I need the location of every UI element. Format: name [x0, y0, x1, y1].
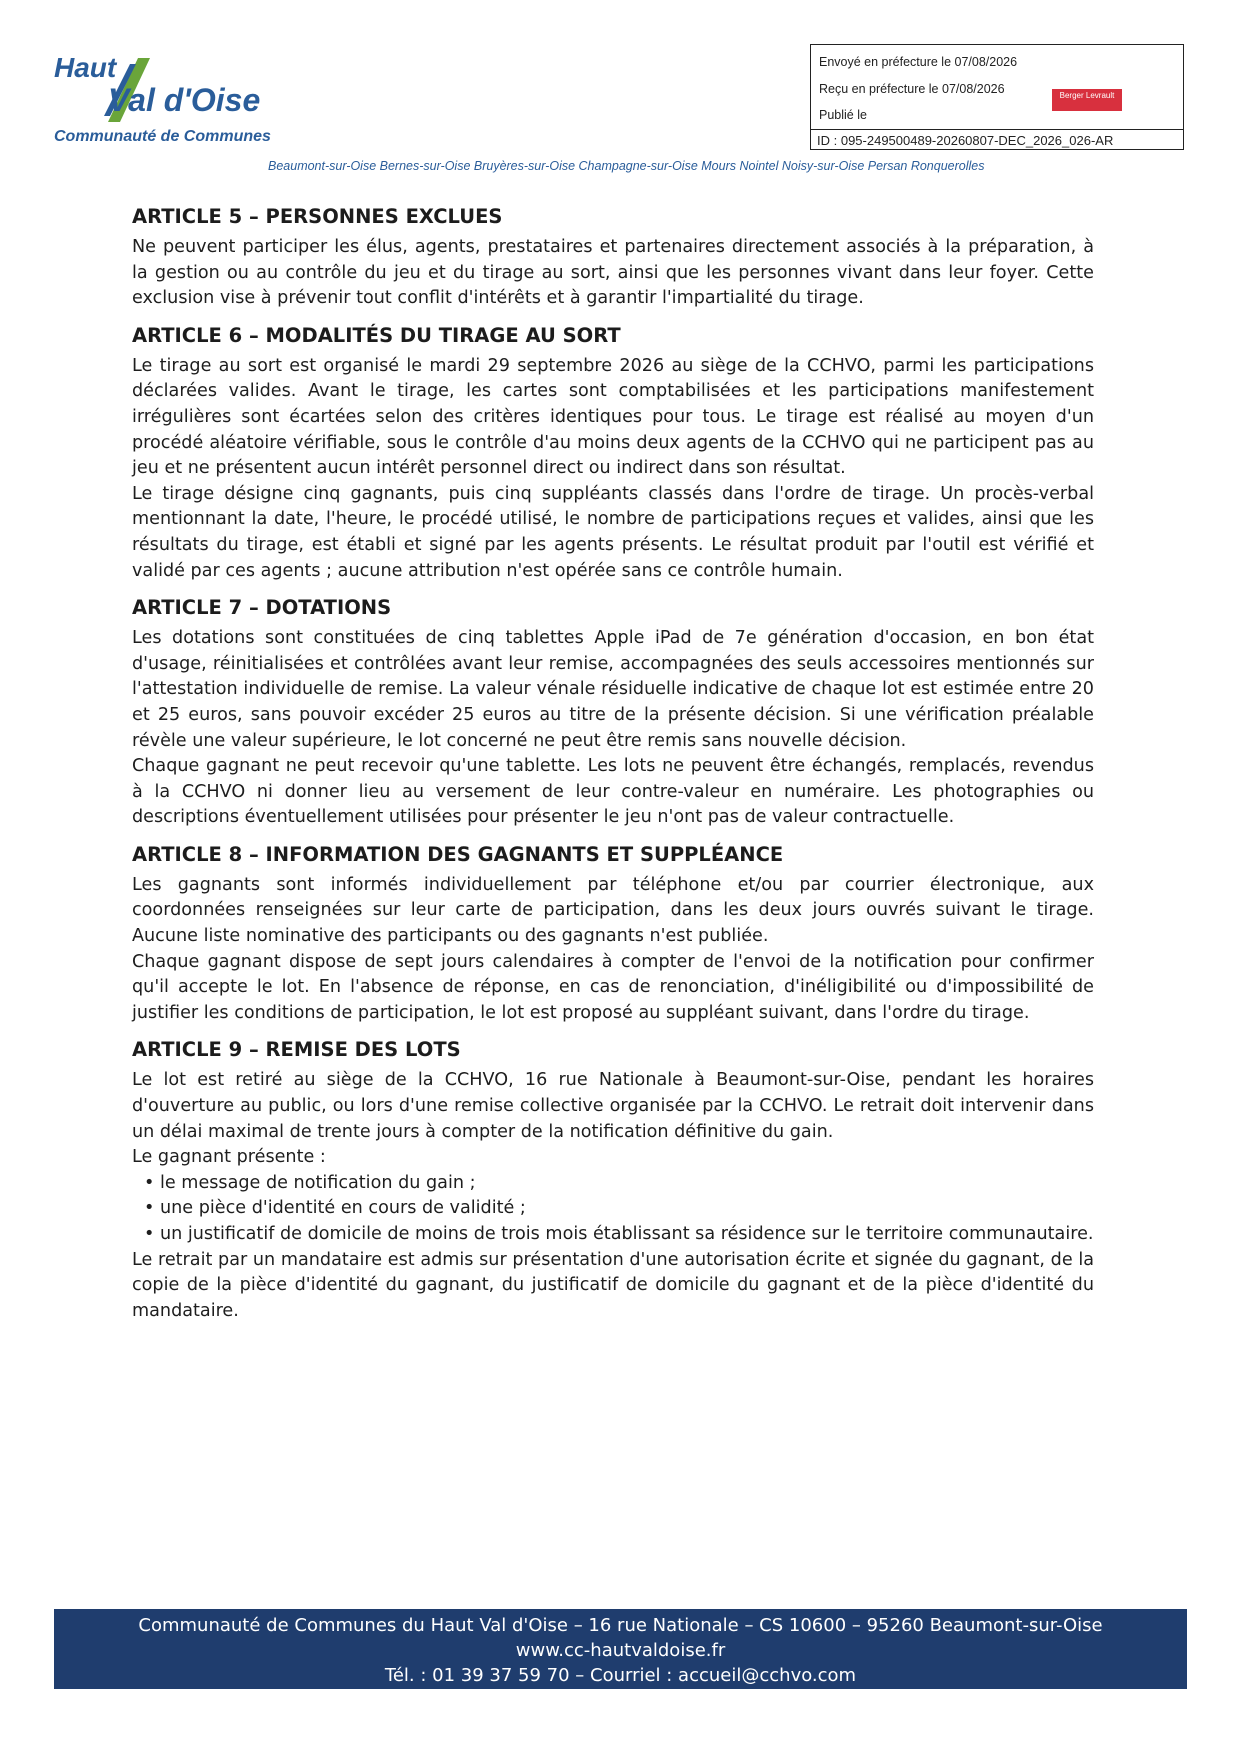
list-item: • une pièce d'identité en cours de validité ;: [132, 1196, 1094, 1222]
article-5: [132, 205, 1094, 312]
article-title: ARTICLE 9 – REMISE DES LOTS: [132, 1038, 461, 1062]
article-paragraph: Les gagnants sont informés individuellement par téléphone et/ou par courrier électronique, aux coordonnées renseignées sur leur carte de participation, dans les deux jours ouvrés suivant le tirage. Aucune liste nominative des participants ou des gagnants n'est publiée.: [132, 874, 1094, 947]
article-title: ARTICLE 8 – INFORMATION DES GAGNANTS ET SUPPLÉANCE: [132, 842, 784, 866]
article-7: [132, 596, 1094, 831]
article-paragraph: Le lot est retiré au siège de la CCHVO, 16 rue Nationale à Beaumont-sur-Oise, pendant les horaires d'ouverture au public, ou lors d'une remise collective organisée par la CCHVO. Le retrait doit intervenir dans un délai maximal de trente jours à compter de la notification définitive du gain.: [132, 1070, 1094, 1142]
article-paragraph: Chaque gagnant dispose de sept jours calendaires à compter de l'envoi de la notification pour confirmer qu'il accepte le lot. En l'absence de réponse, en cas de renonciation, d'inéligibilité ou d'impossibilité de justifier les conditions de participation, le lot est proposé au suppléant suivant, dans l'ordre du tirage.: [132, 951, 1094, 1023]
footer-address: Communauté de Communes du Haut Val d'Oise – 16 rue Nationale – CS 10600 – 95260 Beaumont-sur-Oise: [138, 1615, 1103, 1636]
footer-website: www.cc-hautvaldoise.fr: [515, 1640, 726, 1661]
article-9: [132, 1038, 1094, 1324]
logo-line1: Haut: [54, 52, 117, 83]
footer-banner: [54, 1609, 1187, 1689]
required-documents-list: [132, 1171, 1094, 1248]
prefecture-stamp: [810, 44, 1184, 150]
logo-line2: Val d'Oise: [108, 82, 261, 118]
article-paragraph: Le tirage désigne cinq gagnants, puis cinq suppléants classés dans l'ordre de tirage. Un procès-verbal mentionnant la date, l'heure, le procédé utilisé, le nombre de participations reçues et valides, ainsi que les résultats du tirage, est établi et signé par les agents présents. Le résultat produit par l'outil est vérifié et validé par ces agents ; aucune attribution n'est opérée sans ce contrôle humain.: [132, 483, 1094, 581]
document-body: [132, 205, 1094, 1336]
article-paragraph: Les dotations sont constituées de cinq tablettes Apple iPad de 7e génération d'occasion, en bon état d'usage, réinitialisées et contrôlées avant leur remise, accompagnées des seuls accessoires mentionnés sur l'attestation individuelle de remise. La valeur vénale résiduelle indicative de chaque lot est estimée entre 20 et 25 euros, sans pouvoir excéder 25 euros au titre de la présente décision. Si une vérification préalable révèle une valeur supérieure, le lot concerné ne peut être remis sans nouvelle décision.: [132, 628, 1094, 751]
stamp-received: Reçu en préfecture le 07/08/2026: [819, 82, 1005, 96]
stamp-badge: Berger Levrault: [1052, 89, 1122, 111]
stamp-id: ID : 095-249500489-20260807-DEC_2026_026-AR: [817, 133, 1114, 148]
list-item: • le message de notification du gain ;: [132, 1171, 1094, 1197]
communes-list: Beaumont-sur-Oise Bernes-sur-Oise Bruyères-sur-Oise Champagne-sur-Oise Mours Nointel Noisy-sur-Oise Persan Ronquerolles: [268, 159, 985, 173]
article-paragraph: Ne peuvent participer les élus, agents, prestataires et partenaires directement associés à la préparation, à la gestion ou au contrôle du jeu et du tirage au sort, ainsi que les personnes vivant dans leur foyer. Cette exclusion vise à prévenir tout conflit d'intérêts et à garantir l'impartialité du tirage.: [132, 237, 1094, 309]
list-item: • un justificatif de domicile de moins de trois mois établissant sa résidence sur le territoire communautaire.: [132, 1222, 1094, 1248]
stamp-published: Publié le: [819, 108, 867, 122]
article-paragraph: Le gagnant présente :: [132, 1147, 326, 1168]
article-6: [132, 324, 1094, 584]
article-paragraph: Le retrait par un mandataire est admis sur présentation d'une autorisation écrite et signée du gagnant, de la copie de la pièce d'identité du gagnant, du justificatif de domicile du gagnant et de la pièce d'identité du mandataire.: [132, 1249, 1094, 1321]
article-title: ARTICLE 5 – PERSONNES EXCLUES: [132, 205, 503, 228]
footer-contact: Tél. : 01 39 37 59 70 – Courriel : accueil@cchvo.com: [384, 1665, 857, 1686]
article-title: ARTICLE 7 – DOTATIONS: [132, 596, 392, 620]
article-title: ARTICLE 6 – MODALITÉS DU TIRAGE AU SORT: [132, 323, 621, 347]
logo-subtitle: Communauté de Communes: [54, 128, 271, 145]
article-paragraph: Chaque gagnant ne peut recevoir qu'une tablette. Les lots ne peuvent être échangés, remplacés, revendus à la CCHVO ni donner lieu au versement de leur contre-valeur en numéraire. Les photographies ou descriptions éventuellement utilisées pour présenter le jeu n'ont pas de valeur contractuelle.: [132, 756, 1094, 828]
article-paragraph: Le tirage au sort est organisé le mardi 29 septembre 2026 au siège de la CCHVO, parmi les participations déclarées valides. Avant le tirage, les cartes sont comptabilisées et les participations manifestement irrégulières sont écartées selon des critères identiques pour tous. Le tirage est réalisé au moyen d'un procédé aléatoire vérifiable, sous le contrôle d'au moins deux agents de la CCHVO qui ne participent pas au jeu et ne présentent aucun intérêt personnel direct ou indirect dans son résultat.: [132, 355, 1094, 479]
article-8: [132, 843, 1094, 1027]
stamp-divider: [811, 129, 1183, 130]
stamp-sent: Envoyé en préfecture le 07/08/2026: [819, 55, 1018, 69]
logo: [54, 52, 274, 152]
